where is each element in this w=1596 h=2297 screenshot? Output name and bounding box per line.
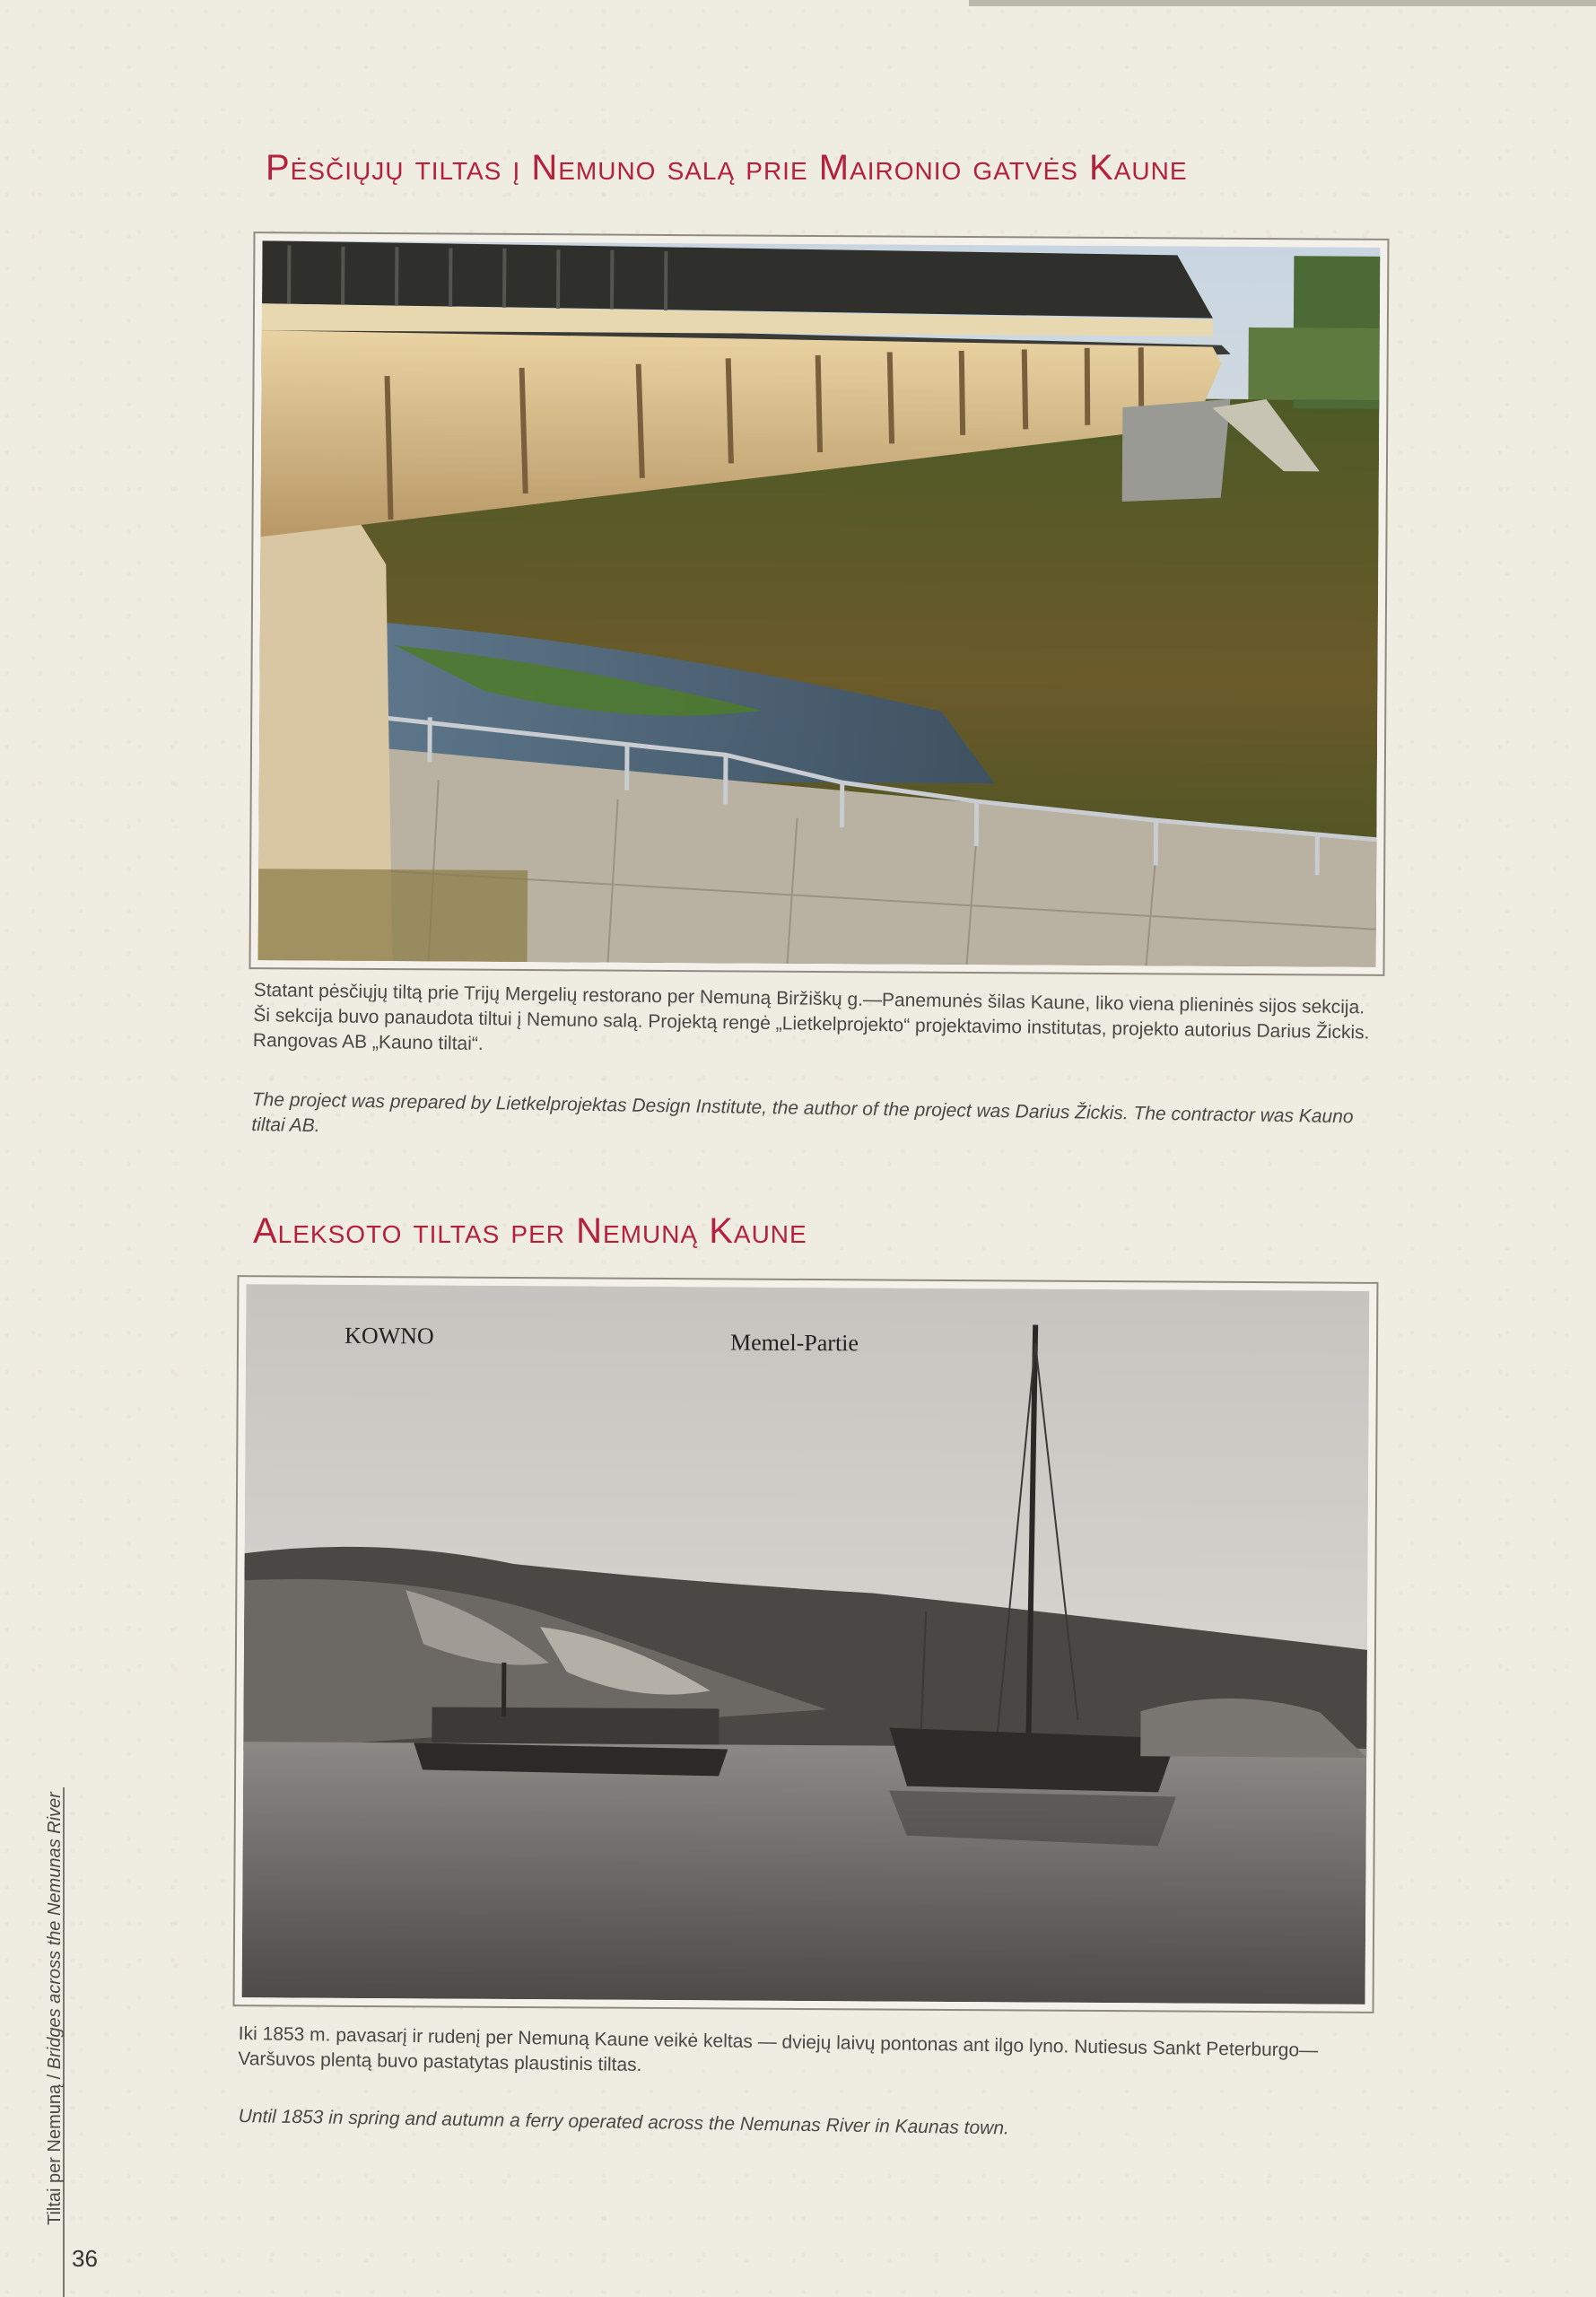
photo-label-memel-partie: Memel-Partie	[729, 1329, 859, 1357]
photo-kowno-ferry	[242, 1284, 1370, 2004]
photo-frame-aleksotas-ferry	[233, 1275, 1379, 2013]
section-title-pedestrian-bridge: Pėsčiųjų tiltas į Nemuno salą prie Maironio gatvės Kaune	[266, 148, 1188, 188]
running-title-en: Bridges across the Nemunas River	[45, 1792, 65, 2070]
page-number: 36	[72, 2245, 98, 2272]
photo-frame-pedestrian-bridge	[249, 231, 1390, 976]
photo-pedestrian-bridge	[258, 240, 1381, 967]
caption-en-pedestrian-bridge: The project was prepared by Lietkelprojektas Design Institute, the author of the project was Darius Žickis. The contractor was Kauno tiltai AB.	[251, 1088, 1354, 1137]
running-title	[45, 1792, 65, 2225]
top-edge-strip	[969, 0, 1596, 6]
photo-label-kowno: KOWNO	[344, 1322, 434, 1349]
caption-lt-pedestrian-bridge: Statant pėsčiųjų tiltą prie Trijų Mergelių restorano per Nemuną Biržiškų g.—Panemunės šilas Kaune, liko viena plieninės sijos sekcija. Ši sekcija buvo panaudota tiltui į Nemuno salą. Projektą rengė „Lietkelprojekto“ projektavimo institutas, projekto autorius Darius Žickis. Rangovas AB „Kauno tiltai“.	[252, 979, 1370, 1055]
section-title-aleksotas-bridge: Aleksoto tiltas per Nemuną Kaune	[253, 1211, 807, 1251]
caption-lt-aleksotas-bridge: Iki 1853 m. pavasarį ir rudenį per Nemuną Kaune veikė keltas — dviejų laivų pontonas ant ilgo lyno. Nutiesus Sankt Peterburgo—Varšuvos plentą buvo pastatytas plaustinis tiltas.	[238, 2022, 1319, 2076]
caption-en-aleksotas-bridge: Until 1853 in spring and autumn a ferry operated across the Nemunas River in Kaunas town.	[238, 2105, 1010, 2139]
running-title-lt: Tiltai per Nemuną /	[45, 2074, 65, 2225]
